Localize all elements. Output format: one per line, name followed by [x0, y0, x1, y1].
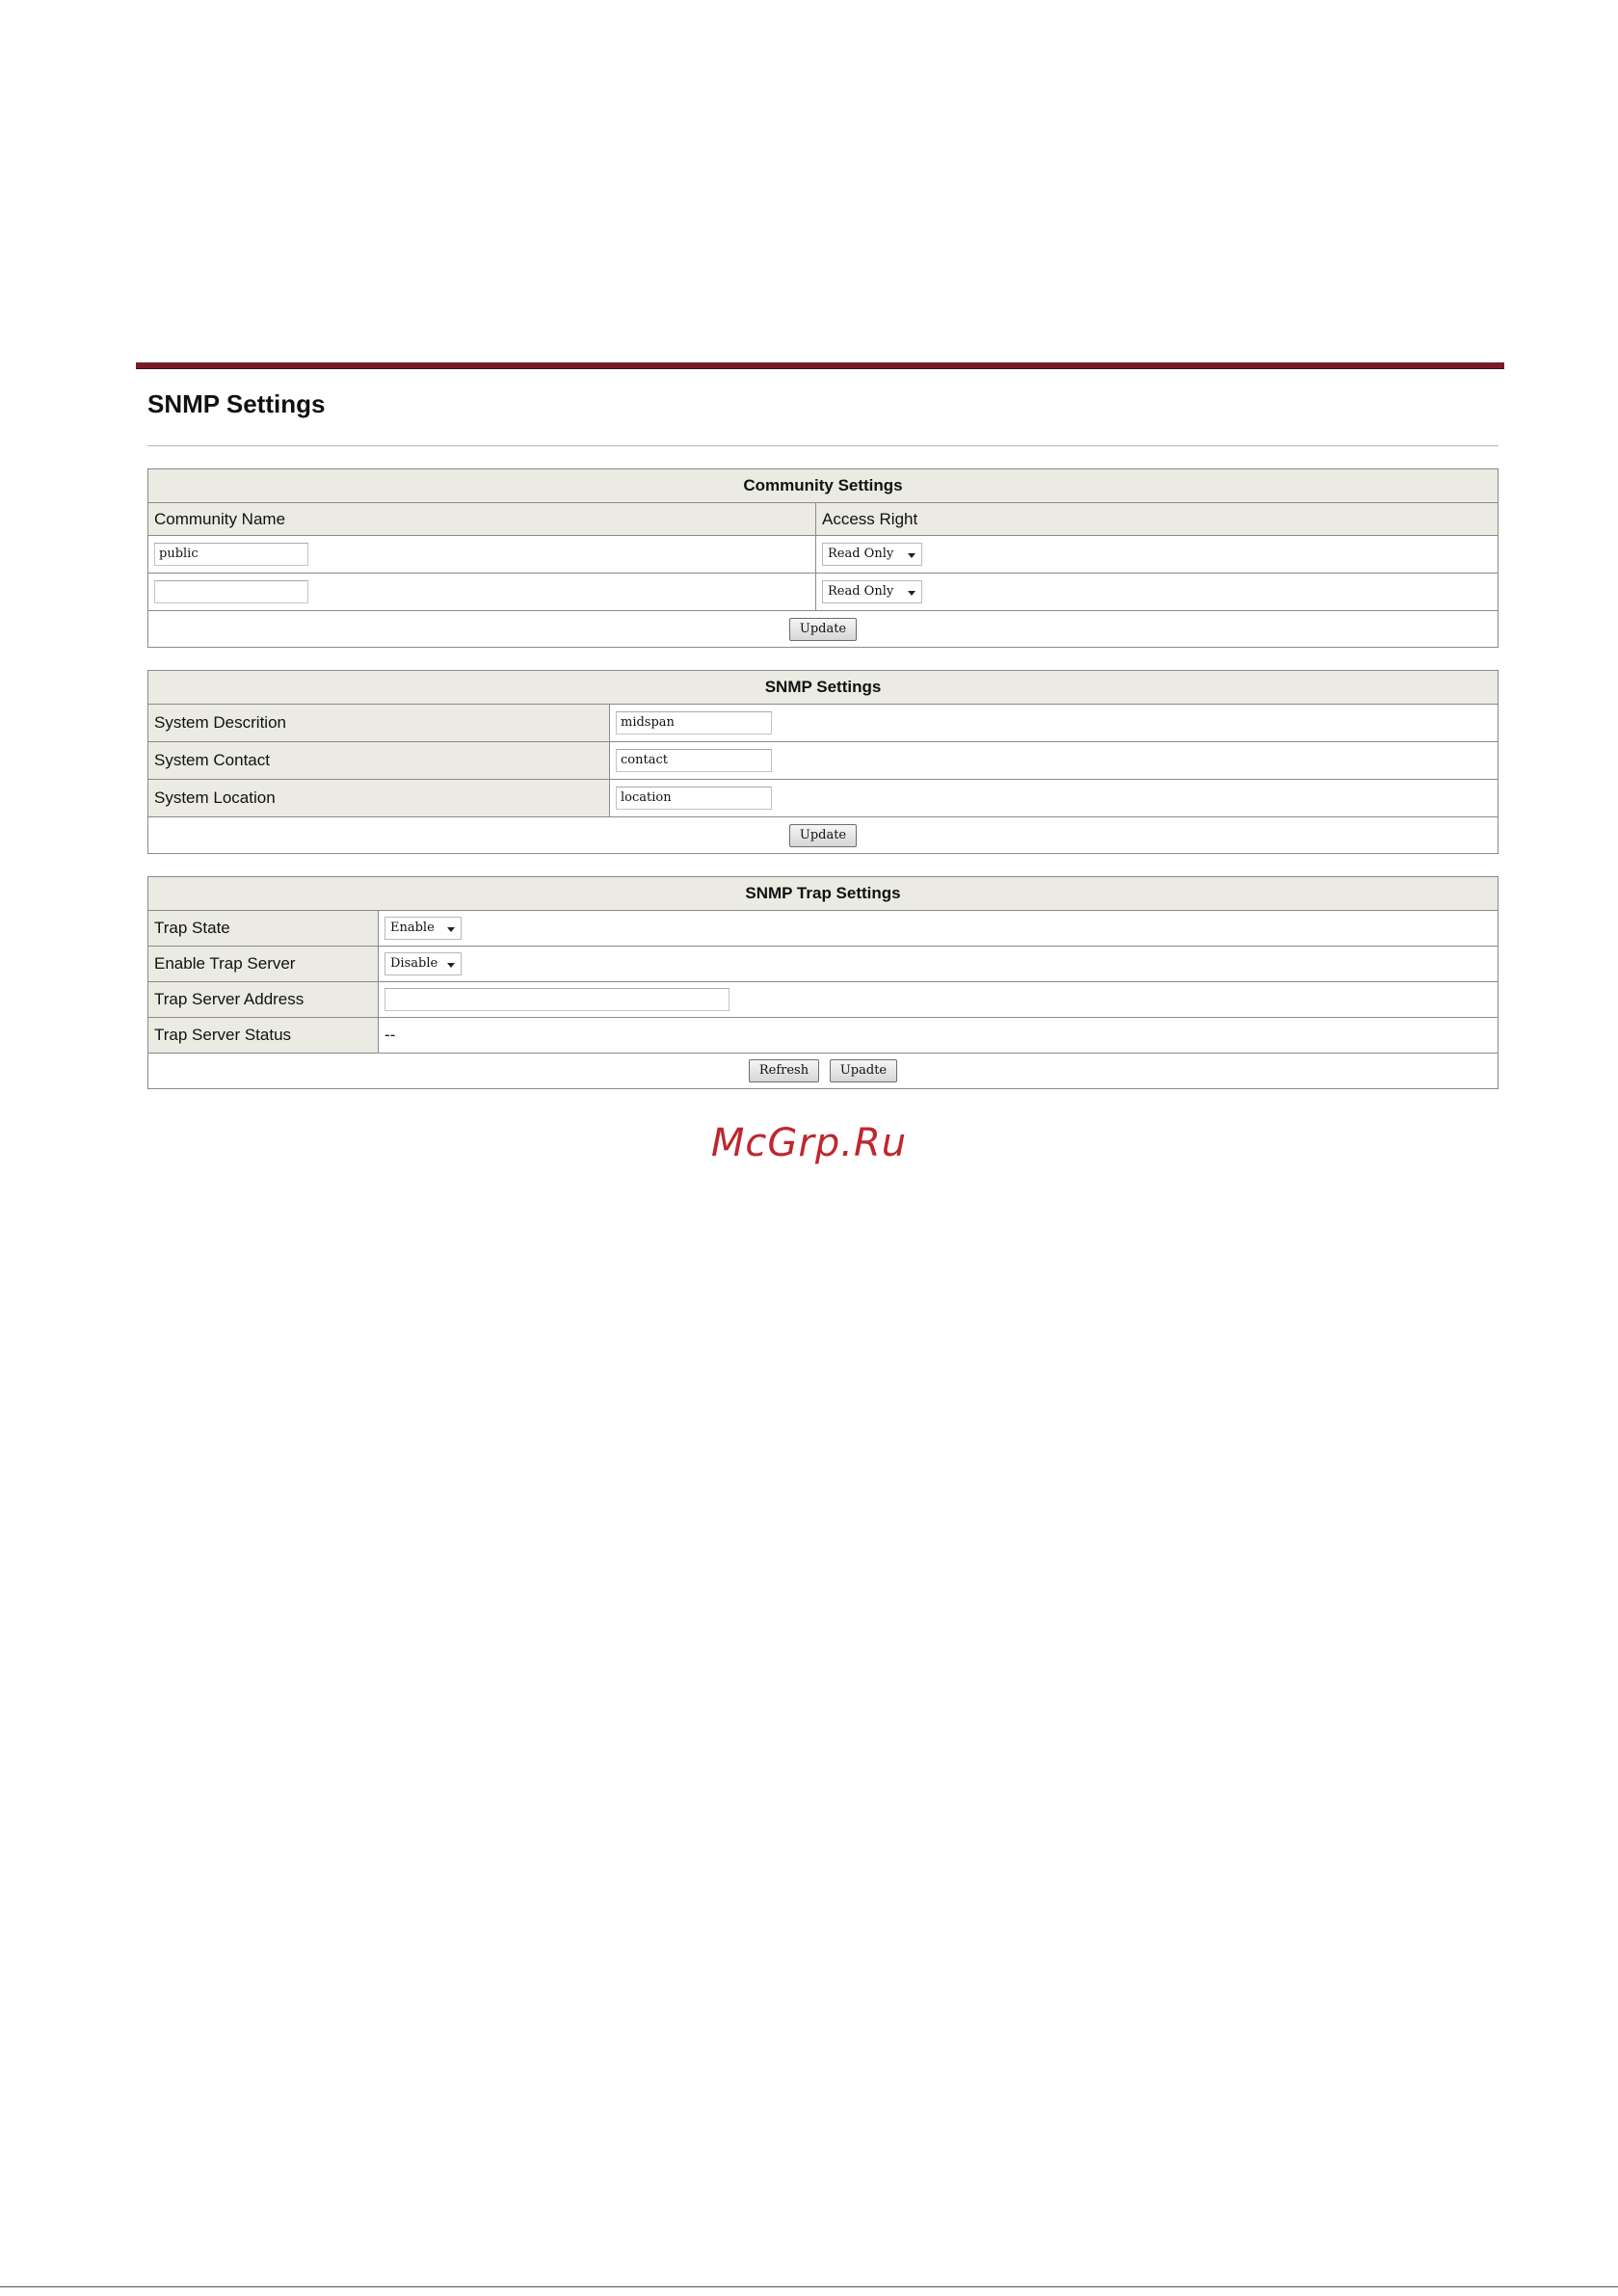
- trap-state-select-value: Enable: [390, 921, 435, 935]
- access-right-select-1-value: Read Only: [828, 547, 894, 561]
- top-rule: [136, 362, 1504, 369]
- page-frame: [136, 362, 1504, 1078]
- access-right-select-2-value: Read Only: [828, 584, 894, 599]
- trap-server-status-value: --: [379, 1018, 1499, 1054]
- community-name-input-1[interactable]: public: [154, 543, 308, 566]
- access-right-select-2[interactable]: [822, 580, 922, 603]
- table-row: [148, 911, 1499, 947]
- snmp-settings-table: [147, 670, 1499, 854]
- table-row: [148, 780, 1499, 817]
- system-contact-label: System Contact: [148, 742, 610, 780]
- snmp-trap-settings-table: [147, 876, 1499, 1089]
- page-title: SNMP Settings: [147, 389, 326, 418]
- trap-state-label: Trap State: [148, 911, 379, 947]
- system-contact-input[interactable]: contact: [616, 749, 772, 772]
- watermark-logo: McGrp.Ru: [710, 1121, 908, 1165]
- trap-server-address-input[interactable]: [385, 988, 729, 1011]
- snmp-settings-title: SNMP Settings: [148, 671, 1499, 705]
- system-description-input[interactable]: midspan: [616, 711, 772, 734]
- community-name-input-2[interactable]: [154, 580, 308, 603]
- table-row: [148, 574, 1499, 611]
- trap-update-button[interactable]: Upadte: [830, 1059, 897, 1082]
- community-name-header: Community Name: [148, 503, 816, 536]
- snmp-update-button[interactable]: Update: [789, 824, 857, 847]
- table-row: [148, 705, 1499, 742]
- enable-trap-server-select-value: Disable: [390, 956, 438, 971]
- bottom-rule: [0, 2286, 1618, 2287]
- snmp-trap-settings-title: SNMP Trap Settings: [148, 877, 1499, 911]
- table-row: [148, 982, 1499, 1018]
- trap-state-select[interactable]: [385, 917, 462, 940]
- chevron-down-icon: [447, 963, 455, 968]
- enable-trap-server-label: Enable Trap Server: [148, 947, 379, 982]
- enable-trap-server-select[interactable]: [385, 952, 462, 975]
- table-row: [148, 742, 1499, 780]
- system-location-label: System Location: [148, 780, 610, 817]
- trap-refresh-button[interactable]: Refresh: [749, 1059, 819, 1082]
- system-location-input[interactable]: location: [616, 787, 772, 810]
- access-right-header: Access Right: [816, 503, 1499, 536]
- title-divider: [147, 445, 1499, 446]
- chevron-down-icon: [908, 553, 915, 558]
- trap-server-status-label: Trap Server Status: [148, 1018, 379, 1054]
- community-settings-table: [147, 468, 1499, 648]
- table-row: [148, 536, 1499, 574]
- trap-server-address-label: Trap Server Address: [148, 982, 379, 1018]
- table-row: [148, 1018, 1499, 1054]
- access-right-select-1[interactable]: [822, 543, 922, 566]
- chevron-down-icon: [908, 591, 915, 596]
- table-row: [148, 947, 1499, 982]
- system-description-label: System Descrition: [148, 705, 610, 742]
- community-settings-title: Community Settings: [148, 469, 1499, 503]
- chevron-down-icon: [447, 927, 455, 932]
- community-update-button[interactable]: Update: [789, 618, 857, 641]
